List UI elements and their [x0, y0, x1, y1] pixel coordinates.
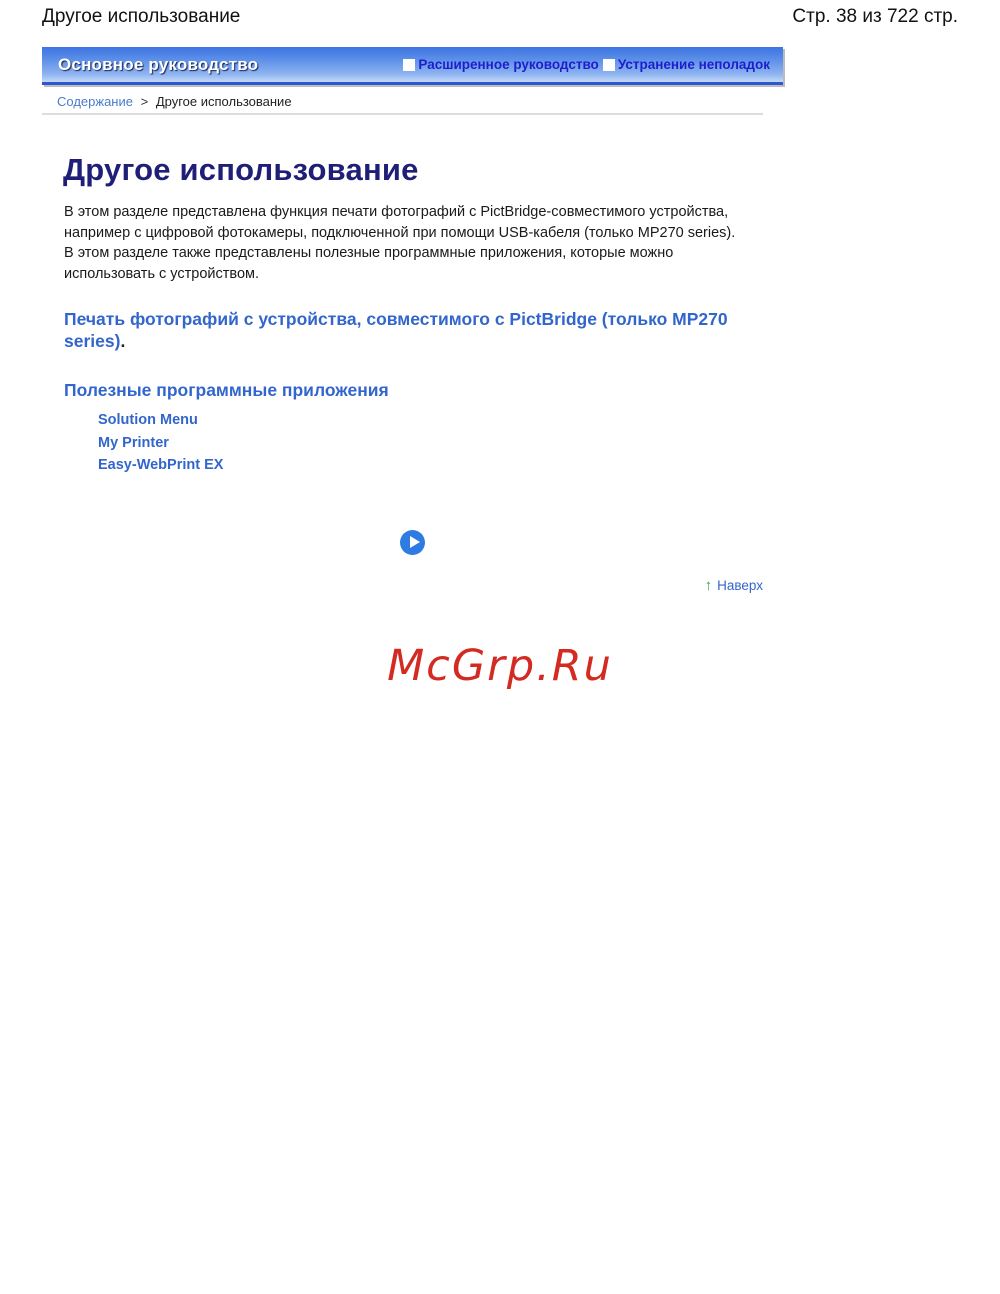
- pictbridge-link-suffix: .: [120, 331, 126, 352]
- breadcrumb-contents-link[interactable]: Содержание: [57, 94, 133, 109]
- page-number-indicator: Стр. 38 из 722 стр.: [792, 6, 958, 27]
- software-links-list: [98, 411, 1000, 475]
- pictbridge-printing-link[interactable]: Печать фотографий с устройства, совместимого с PictBridge (только MP270 series): [64, 308, 728, 352]
- useful-software-link[interactable]: Полезные программные приложения: [64, 379, 389, 400]
- document-header: [0, 0, 1000, 28]
- my-printer-link[interactable]: My Printer: [98, 434, 169, 451]
- tab-advanced-guide[interactable]: [403, 57, 598, 72]
- back-to-top-row: [42, 577, 763, 595]
- play-icon: [410, 536, 420, 548]
- tab-troubleshooting[interactable]: [603, 57, 770, 72]
- breadcrumb-separator: >: [140, 94, 149, 109]
- section-link-pictbridge: [64, 308, 756, 353]
- guide-nav-banner: [42, 47, 783, 85]
- breadcrumb-current-page: Другое использование: [155, 94, 292, 109]
- document-header-title: Другое использование: [42, 6, 241, 27]
- up-arrow-icon: ↑: [704, 576, 713, 594]
- solution-menu-link[interactable]: Solution Menu: [98, 412, 198, 429]
- intro-paragraph-1: В этом разделе представлена функция печати фотографий с PictBridge-совместимого устройства, например с цифровой фотокамеры, подключенной при помощи USB-кабеля (только MP270 series).: [64, 204, 736, 241]
- tab-troubleshooting-label: Устранение неполадок: [617, 57, 770, 72]
- breadcrumb-divider: [42, 113, 763, 115]
- tab-basic-guide[interactable]: Основное руководство: [58, 54, 259, 74]
- easy-webprint-ex-link[interactable]: Easy-WebPrint EX: [98, 457, 224, 474]
- square-bullet-icon: [603, 59, 615, 71]
- back-to-top-link[interactable]: [705, 578, 763, 593]
- page-title: Другое использование: [63, 152, 419, 187]
- guide-nav-links: [403, 57, 783, 72]
- mcgrp-watermark: McGrp.Ru: [387, 640, 613, 691]
- tab-advanced-guide-label: Расширенное руководство: [418, 57, 599, 72]
- square-bullet-icon: [403, 59, 415, 71]
- breadcrumb: [57, 94, 1000, 109]
- next-page-button[interactable]: [400, 530, 425, 555]
- back-to-top-label: Наверх: [717, 577, 763, 593]
- next-page-row: [42, 530, 783, 555]
- section-link-software: [64, 379, 756, 401]
- intro-paragraph-2: В этом разделе также представлены полезные программные приложения, которые можно использовать с устройством.: [64, 245, 674, 283]
